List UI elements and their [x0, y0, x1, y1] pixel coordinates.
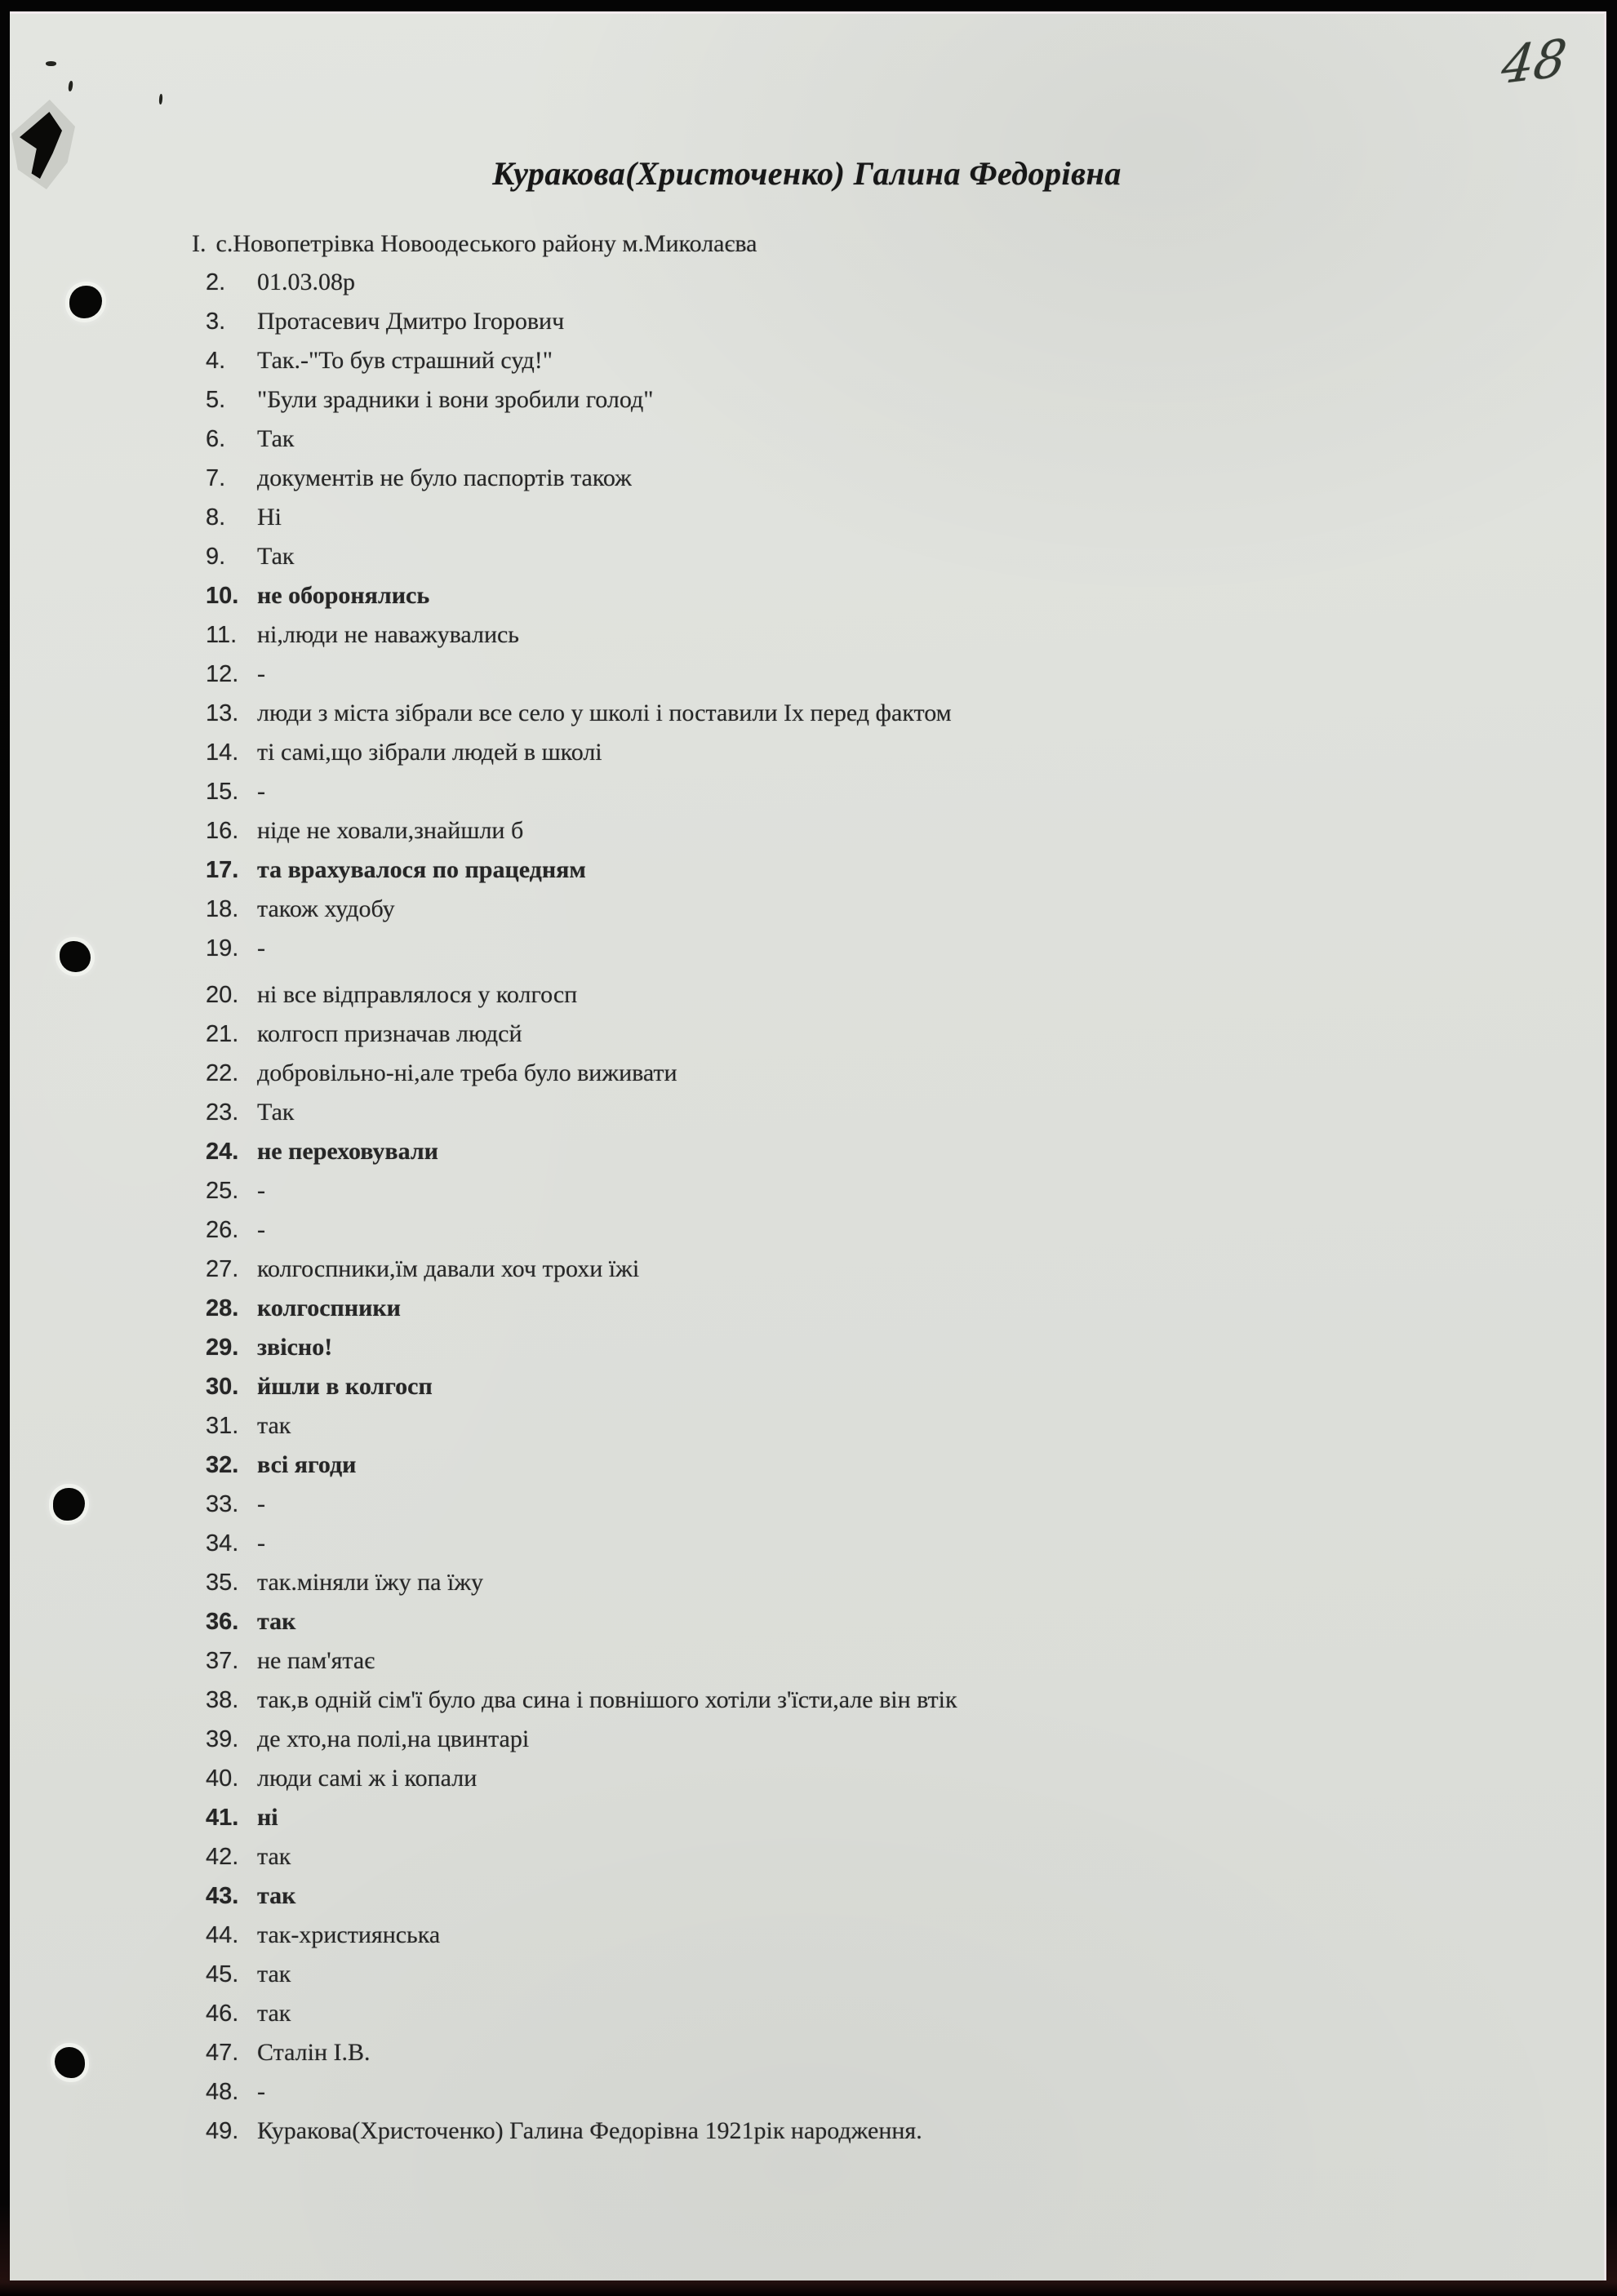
item-text: та врахувалося по працедням: [257, 856, 586, 883]
item-text: звісно!: [257, 1334, 333, 1361]
list-item: [206, 1485, 1555, 1524]
item-number: 34.: [206, 1530, 239, 1557]
item-text: Ні: [257, 504, 282, 531]
item-number: 41.: [206, 1805, 239, 1831]
item-text: так: [257, 1961, 291, 1987]
item-text: "Були зрадники і вони зробили голод": [257, 386, 654, 413]
item-text: так.міняли їжу па їжу: [257, 1569, 484, 1596]
item-text: йшли в колгосп: [257, 1373, 433, 1400]
list-item: [206, 1916, 1555, 1955]
item-number: 21.: [206, 1021, 239, 1047]
item-text: Так.-"То був страшний суд!": [257, 347, 553, 374]
item-number: 48.: [206, 2079, 239, 2105]
paper-sheet: [10, 11, 1606, 2280]
item-text: ті самі,що зібрали людей в школі: [257, 739, 602, 766]
item-text: Куракова(Христоченко) Галина Федорівна 1921рік народження.: [257, 2117, 922, 2144]
list-item: [206, 1406, 1555, 1446]
item-number: 26.: [206, 1217, 239, 1243]
list-item: [206, 1054, 1555, 1093]
list-item: [206, 1563, 1555, 1602]
item-number: 31.: [206, 1413, 239, 1439]
list-item: [206, 1641, 1555, 1681]
item-number: 33.: [206, 1491, 239, 1517]
item-number: 28.: [206, 1295, 239, 1321]
list-item: [206, 2033, 1555, 2072]
item-text: ні все відправлялося у колгосп: [257, 981, 578, 1008]
page-title: Куракова(Христоченко) Галина Федорівна: [492, 155, 1122, 192]
list-item: [206, 1798, 1555, 1837]
list-item: [206, 811, 1555, 850]
item-number: 10.: [206, 583, 239, 609]
item-text: де хто,на полі,на цвинтарі: [257, 1725, 530, 1752]
item-number: 11.: [206, 622, 238, 648]
list-item: [206, 459, 1555, 498]
item-text: -: [257, 2078, 265, 2105]
item-number: 30.: [206, 1374, 239, 1400]
list-item: [206, 694, 1555, 733]
list-item: [206, 1210, 1555, 1250]
item-text: Так: [257, 425, 295, 452]
list-item: [206, 1720, 1555, 1759]
item-number: 7.: [206, 465, 226, 491]
item-number: 44.: [206, 1922, 239, 1948]
list-item: [206, 1367, 1555, 1406]
item-number: 13.: [206, 700, 239, 726]
list-item: [206, 420, 1555, 459]
page-number-value: 48: [1498, 27, 1570, 96]
item-text: всі ягоди: [257, 1451, 357, 1478]
item-text: -: [257, 1177, 265, 1204]
item-number: 16.: [206, 818, 239, 844]
list-item: [206, 1759, 1555, 1798]
item-text: -: [257, 778, 265, 805]
list-item: [206, 1250, 1555, 1289]
list-item: [206, 975, 1555, 1015]
list-item: [206, 655, 1555, 694]
list-item: [206, 380, 1555, 420]
list-item: [206, 1015, 1555, 1054]
item-text: -: [257, 1490, 265, 1517]
item-text: Протасевич Дмитро Ігорович: [257, 308, 565, 335]
item-text: так,в одній сім'ї було два сина і повнішого хотіли з'їсти,але він втік: [257, 1686, 957, 1713]
item-text: колгосп призначав людсй: [257, 1020, 522, 1047]
item-number: 23.: [206, 1099, 239, 1126]
list-item: [206, 498, 1555, 537]
item-number: 22.: [206, 1060, 239, 1086]
item-text: не пам'ятає: [257, 1647, 375, 1674]
item-text: ні: [257, 1804, 278, 1831]
item-text: так: [257, 2000, 291, 2027]
list-item: [206, 1876, 1555, 1916]
list-item: [206, 1681, 1555, 1720]
item-number: 49.: [206, 2118, 239, 2144]
list-item: [206, 890, 1555, 929]
item-number: 29.: [206, 1335, 239, 1361]
list-item: [206, 1328, 1555, 1367]
item-number: 38.: [206, 1687, 239, 1713]
item-number: 18.: [206, 896, 239, 922]
list-item: [206, 615, 1555, 655]
list-item: [206, 576, 1555, 615]
item-text: так: [257, 1882, 296, 1909]
list-item: [206, 1524, 1555, 1563]
item-number: 17.: [206, 857, 239, 883]
item-number: 40.: [206, 1765, 239, 1792]
list-item: [206, 1289, 1555, 1328]
list-item: [206, 537, 1555, 576]
list-item: [206, 733, 1555, 772]
item-text: добровільно-ні,але треба було виживати: [257, 1059, 677, 1086]
item-number: 42.: [206, 1844, 239, 1870]
list-item: [206, 850, 1555, 890]
item-text: так: [257, 1608, 296, 1635]
item-text: Сталін І.В.: [257, 2039, 371, 2066]
item-text: колгоспники,їм давали хоч трохи їжі: [257, 1255, 640, 1282]
item-text: -: [257, 935, 265, 961]
item-text: не оборонялись: [257, 582, 430, 609]
item-number: 8.: [206, 504, 226, 531]
item-text: Так: [257, 1099, 295, 1126]
list-item: [206, 341, 1555, 380]
item-number: 32.: [206, 1452, 239, 1478]
item-text: так-християнська: [257, 1921, 441, 1948]
item-text: ніде не ховали,знайшли б: [257, 817, 524, 844]
item-number: 36.: [206, 1609, 239, 1635]
item-text: -: [257, 660, 265, 687]
item-text: так: [257, 1412, 291, 1439]
item-number: 20.: [206, 982, 239, 1008]
list-item: [206, 1093, 1555, 1132]
item-number: 5.: [206, 387, 226, 413]
item-text: люди з міста зібрали все село у школі і поставили Іх перед фактом: [257, 699, 952, 726]
item-text: -: [257, 1216, 265, 1243]
item-number: 2.: [206, 269, 226, 295]
list-item: [206, 1837, 1555, 1876]
item-number: 9.: [206, 544, 226, 570]
item-number: 39.: [206, 1726, 239, 1752]
item-text: с.Новопетрівка Новоодеського району м.Миколаєва: [215, 230, 757, 257]
list-item: [206, 2072, 1555, 2112]
item-number: 37.: [206, 1648, 239, 1674]
handwritten-page-number: [1499, 27, 1570, 95]
item-number: I.: [192, 230, 207, 257]
list-item: [206, 1602, 1555, 1641]
list-item: [206, 1994, 1555, 2033]
item-text: не переховували: [257, 1138, 438, 1165]
item-number: 47.: [206, 2040, 239, 2066]
document-content: [10, 14, 1604, 2280]
list-item: [206, 772, 1555, 811]
item-text: ні,люди не наважувались: [257, 621, 519, 648]
item-number: 6.: [206, 426, 226, 452]
list-item: [206, 929, 1555, 968]
item-text: так: [257, 1843, 291, 1870]
item-number: 3.: [206, 309, 226, 335]
list-item: [206, 1171, 1555, 1210]
list-item: [206, 302, 1555, 341]
item-text: також худобу: [257, 895, 395, 922]
item-text: 01.03.08р: [257, 269, 355, 295]
list-item: [206, 1132, 1555, 1171]
answers-list: [192, 224, 1555, 2151]
item-text: Так: [257, 543, 295, 570]
item-number: 15.: [206, 779, 239, 805]
item-text: люди самі ж і копали: [257, 1765, 478, 1792]
item-number: 4.: [206, 348, 226, 374]
item-number: 45.: [206, 1961, 239, 1987]
item-number: 35.: [206, 1570, 239, 1596]
list-item: [206, 1955, 1555, 1994]
item-number: 43.: [206, 1883, 239, 1909]
item-number: 19.: [206, 935, 239, 961]
item-number: 46.: [206, 2001, 239, 2027]
list-item: [206, 263, 1555, 302]
item-number: 25.: [206, 1178, 239, 1204]
item-number: 24.: [206, 1139, 239, 1165]
item-text: документів не було паспортів також: [257, 464, 632, 491]
item-number: 12.: [206, 661, 239, 687]
item-number: 27.: [206, 1256, 239, 1282]
item-text: колгоспники: [257, 1295, 401, 1321]
list-item: [206, 1446, 1555, 1485]
list-item: [206, 2112, 1555, 2151]
list-item: [192, 224, 1555, 263]
item-number: 14.: [206, 739, 239, 766]
item-text: -: [257, 1530, 265, 1557]
